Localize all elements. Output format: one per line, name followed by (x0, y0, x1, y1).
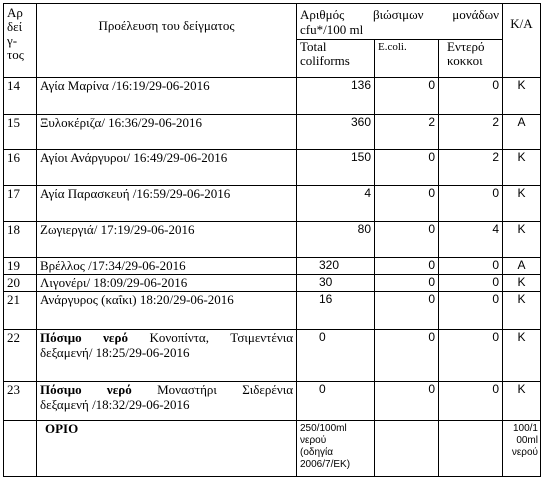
row-index: 16 (4, 150, 37, 186)
total-coliforms-header (297, 40, 375, 78)
enterococci-value: 0 (439, 330, 503, 382)
row-index: 15 (4, 115, 37, 150)
sample-location: Ζωγιεργιά/ 17:19/29-06-2016 (37, 222, 297, 258)
total-coliforms-value: 30 (297, 275, 375, 292)
ka-value: Κ (503, 78, 541, 115)
total-coliforms-value: 150 (297, 150, 375, 186)
enterococci-value: 0 (439, 78, 503, 115)
sample-location-line2: δεξαμενή /18:32/29-06-2016 (40, 397, 190, 412)
ecoli-value: 2 (375, 115, 439, 150)
ecoli-header: E.coli. (375, 40, 439, 78)
limit-index-cell (4, 421, 37, 477)
table-row (4, 292, 541, 330)
ka-value: Κ (503, 222, 541, 258)
limit-total-line3: (οδηγία (300, 447, 334, 458)
sample-location: Αγία Παρασκευή /16:59/29-06-2016 (37, 186, 297, 222)
units-header-line2: cfu*/100 ml (300, 22, 364, 37)
ka-value: Κ (503, 292, 541, 330)
origin-header: Προέλευση του δείγματος (37, 4, 297, 78)
enterococci-value: 0 (439, 186, 503, 222)
row-index: 19 (4, 258, 37, 275)
limit-total-coliforms (297, 421, 375, 477)
limit-row (4, 421, 541, 477)
limit-ka (503, 421, 541, 477)
total-coliforms-value: 16 (297, 292, 375, 330)
table-row (4, 150, 541, 186)
limit-enterococci-cell (439, 421, 503, 477)
table-row (4, 78, 541, 115)
sample-location-line1 (40, 330, 293, 345)
table-row (4, 186, 541, 222)
enterococci-header-line1: Εντερό (447, 39, 485, 54)
sample-location-line1 (40, 382, 293, 397)
index-header-line: γ- (7, 33, 18, 48)
sample-location: Αγία Μαρίνα /16:19/29-06-2016 (37, 78, 297, 115)
sample-location: Ξυλοκέριζα/ 16:36/29-06-2016 (37, 115, 297, 150)
limit-total-line2: νερού (300, 435, 327, 446)
sample-location-rest: Κονοπίντα, Τσιμεντένια (149, 330, 294, 345)
ecoli-value: 0 (375, 150, 439, 186)
units-header-line1: Αριθμός βιώσιμων μονάδων (300, 7, 499, 22)
limit-ka-line1: 100/1 (512, 423, 538, 434)
table-row (4, 330, 541, 382)
limit-ecoli-cell (375, 421, 439, 477)
total-coliforms-header-line1: Total (300, 39, 327, 54)
total-coliforms-value: 80 (297, 222, 375, 258)
row-index: 17 (4, 186, 37, 222)
ecoli-value: 0 (375, 292, 439, 330)
enterococci-value: 0 (439, 275, 503, 292)
total-coliforms-value: 320 (297, 258, 375, 275)
limit-ka-line3: νερού (511, 447, 538, 458)
ka-value: Κ (503, 330, 541, 382)
row-index: 22 (4, 330, 37, 382)
row-index: 14 (4, 78, 37, 115)
drinking-water-label: Πόσιμο νερό (40, 382, 132, 397)
row-index: 20 (4, 275, 37, 292)
enterococci-value: 4 (439, 222, 503, 258)
table-row (4, 222, 541, 258)
index-header-line: τος (7, 47, 24, 62)
enterococci-header (439, 40, 503, 78)
sample-location: Αγίοι Ανάργυροι/ 16:49/29-06-2016 (37, 150, 297, 186)
ka-value: Α (503, 258, 541, 275)
ka-value: Κ (503, 382, 541, 421)
total-coliforms-header-line2: coliforms (300, 53, 350, 68)
enterococci-value: 0 (439, 382, 503, 421)
total-coliforms-value: 136 (297, 78, 375, 115)
sample-location-line2: δεξαμενή/ 18:25/29-06-2016 (40, 345, 190, 360)
ecoli-value: 0 (375, 330, 439, 382)
ecoli-value: 0 (375, 382, 439, 421)
header-row (4, 4, 541, 40)
row-index: 23 (4, 382, 37, 421)
table-row (4, 258, 541, 275)
total-coliforms-value: 0 (297, 330, 375, 382)
total-coliforms-value: 0 (297, 382, 375, 421)
sample-location-rest: Μοναστήρι Σιδερένια (157, 382, 294, 397)
sample-location (37, 330, 297, 382)
index-header-line: Αρ (7, 5, 23, 20)
index-header-line: δεί (7, 19, 23, 34)
enterococci-value: 2 (439, 115, 503, 150)
ka-value: Κ (503, 186, 541, 222)
limit-label: ΟΡΙΟ (37, 421, 297, 477)
table-row (4, 275, 541, 292)
limit-ka-line2: 00ml (516, 435, 538, 446)
enterococci-value: 0 (439, 292, 503, 330)
limit-total-line4: 2006/7/ΕΚ) (300, 459, 351, 470)
ecoli-value: 0 (375, 78, 439, 115)
index-header (4, 4, 37, 78)
limit-total-line1: 250/100ml (300, 423, 347, 434)
enterococci-header-line2: κοκκοι (447, 53, 483, 68)
drinking-water-label: Πόσιμο νερό (40, 330, 128, 345)
ecoli-value: 0 (375, 275, 439, 292)
ecoli-value: 0 (375, 186, 439, 222)
ecoli-value: 0 (375, 258, 439, 275)
enterococci-value: 0 (439, 258, 503, 275)
total-coliforms-value: 360 (297, 115, 375, 150)
results-table (3, 3, 541, 477)
row-index: 18 (4, 222, 37, 258)
ka-value: Κ (503, 275, 541, 292)
total-coliforms-value: 4 (297, 186, 375, 222)
ka-value: Α (503, 115, 541, 150)
table-row (4, 115, 541, 150)
sample-location: Ανάργυρος (καΐκι) 18:20/29-06-2016 (37, 292, 297, 330)
sample-location: Λιγονέρι/ 18:09/29-06-2016 (37, 275, 297, 292)
ecoli-value: 0 (375, 222, 439, 258)
ka-value: Κ (503, 150, 541, 186)
sample-location (37, 382, 297, 421)
row-index: 21 (4, 292, 37, 330)
sample-location: Βρέλλος /17:34/29-06-2016 (37, 258, 297, 275)
ka-header: Κ/Α (503, 4, 541, 78)
table-row (4, 382, 541, 421)
enterococci-value: 2 (439, 150, 503, 186)
units-header (297, 4, 503, 40)
